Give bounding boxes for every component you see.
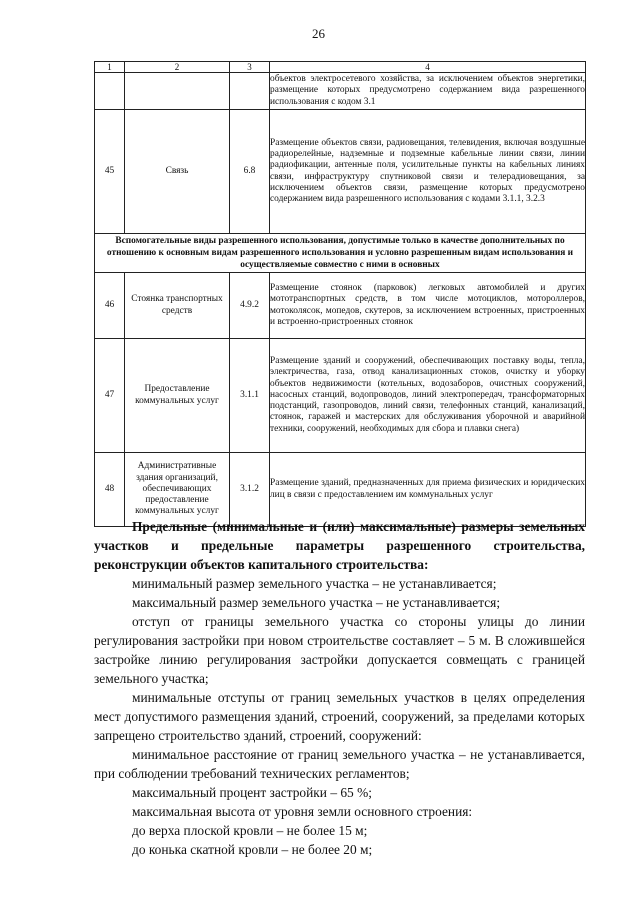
paragraph-min-setbacks: минимальные отступы от границ земельных участков в целях определения мест допустимого размещения зданий, строений, сооружений, за пределами которых запрещено строительство зданий, строений, сооружений: bbox=[94, 690, 585, 743]
table-row bbox=[95, 453, 586, 527]
header-col-1: 1 bbox=[95, 62, 125, 73]
row-number: 48 bbox=[95, 453, 125, 527]
land-use-table bbox=[94, 61, 586, 527]
table-row bbox=[95, 273, 586, 339]
use-description: Размещение стоянок (парковок) легковых автомобилей и других мототранспортных средств, в том числе мотоциклов, мотороллеров, мотоколясок, мопедов, скутеров, за исключением встроенных, пристроенных и встроенно-пристроенных стоянок bbox=[270, 273, 586, 339]
row-number bbox=[95, 73, 125, 110]
paragraph-flat-roof: до верха плоской кровли – не более 15 м; bbox=[132, 823, 368, 838]
use-description: объектов электросетевого хозяйства, за исключением объектов энергетики, размещение которых предусмотрено содержанием вида разрешенного использования с кодом 3.1 bbox=[270, 73, 586, 110]
paragraph-max-size: максимальный размер земельного участка – не устанавливается; bbox=[132, 595, 501, 610]
parameters-section bbox=[94, 517, 585, 859]
paragraph-pitched-roof: до конька скатной кровли – не более 20 м; bbox=[132, 842, 373, 857]
use-code: 6.8 bbox=[230, 110, 270, 234]
use-code: 4.9.2 bbox=[230, 273, 270, 339]
header-col-2: 2 bbox=[125, 62, 230, 73]
row-number: 46 bbox=[95, 273, 125, 339]
use-name: Предоставление коммунальных услуг bbox=[125, 339, 230, 453]
table-row bbox=[95, 339, 586, 453]
paragraph-street-setback: отступ от границы земельного участка со стороны улицы до линии регулирования застройки при новом строительстве составляет – 5 м. В сложившейся застройке линию регулирования застройки допускается совмещать с границей земельного участка; bbox=[94, 614, 585, 686]
use-name bbox=[125, 73, 230, 110]
use-name: Стоянка транспортных средств bbox=[125, 273, 230, 339]
use-code: 3.1.1 bbox=[230, 339, 270, 453]
row-number: 47 bbox=[95, 339, 125, 453]
table-header-row bbox=[95, 62, 586, 73]
header-col-4: 4 bbox=[270, 62, 586, 73]
table-row bbox=[95, 110, 586, 234]
use-description: Размещение зданий и сооружений, обеспечивающих поставку воды, тепла, электричества, газа, отвод канализационных стоков, очистку и уборку объектов недвижимости (котельных, водозаборов, очистных сооружений, насосных станций, водопроводов, линий электропередач, трансформаторных подстанций, газопроводов, линий связи, телефонных станций, канализаций, стоянок, гаражей и мастерских для обслуживания уборочной и аварийной техники, сооружений, необходимых для сбора и плавки снега) bbox=[270, 339, 586, 453]
table-row bbox=[95, 73, 586, 110]
auxiliary-uses-header: Вспомогательные виды разрешенного использования, допустимые только в качестве дополнительных по отношению к основным видам разрешенного использования и условно разрешенным видам использования и осуществляемые совместно с ними в основных bbox=[95, 234, 586, 273]
page-number: 26 bbox=[312, 26, 325, 41]
row-number: 45 bbox=[95, 110, 125, 234]
section-heading: Предельные (минимальные и (или) максимальные) размеры земельных участков и предельные параметры разрешенного строительства, реконструкции объектов капитального строительства: bbox=[94, 519, 585, 572]
use-name: Административные здания организаций, обеспечивающих предоставление коммунальных услуг bbox=[125, 453, 230, 527]
paragraph-min-distance: минимальное расстояние от границ земельного участка – не устанавливается, при соблюдении требований технических регламентов; bbox=[94, 747, 585, 781]
table-section-header bbox=[95, 234, 586, 273]
use-description: Размещение зданий, предназначенных для приема физических и юридических лиц в связи с предоставлением им коммунальных услуг bbox=[270, 453, 586, 527]
header-col-3: 3 bbox=[230, 62, 270, 73]
use-code: 3.1.2 bbox=[230, 453, 270, 527]
use-description: Размещение объектов связи, радиовещания, телевидения, включая воздушные радиорелейные, надземные и подземные кабельные линии связи, линии радиофикации, антенные поля, усилительные пункты на кабельных линиях связи, инфраструктуру спутниковой связи и телерадиовещания, за исключением объектов связи, размещение которых предусмотрено содержанием вида разрешенного использования с кодами 3.1.1, 3.2.3 bbox=[270, 110, 586, 234]
paragraph-max-coverage: максимальный процент застройки – 65 %; bbox=[132, 785, 372, 800]
use-code bbox=[230, 73, 270, 110]
paragraph-max-height: максимальная высота от уровня земли основного строения: bbox=[132, 804, 473, 819]
use-name: Связь bbox=[125, 110, 230, 234]
paragraph-min-size: минимальный размер земельного участка – не устанавливается; bbox=[132, 576, 497, 591]
